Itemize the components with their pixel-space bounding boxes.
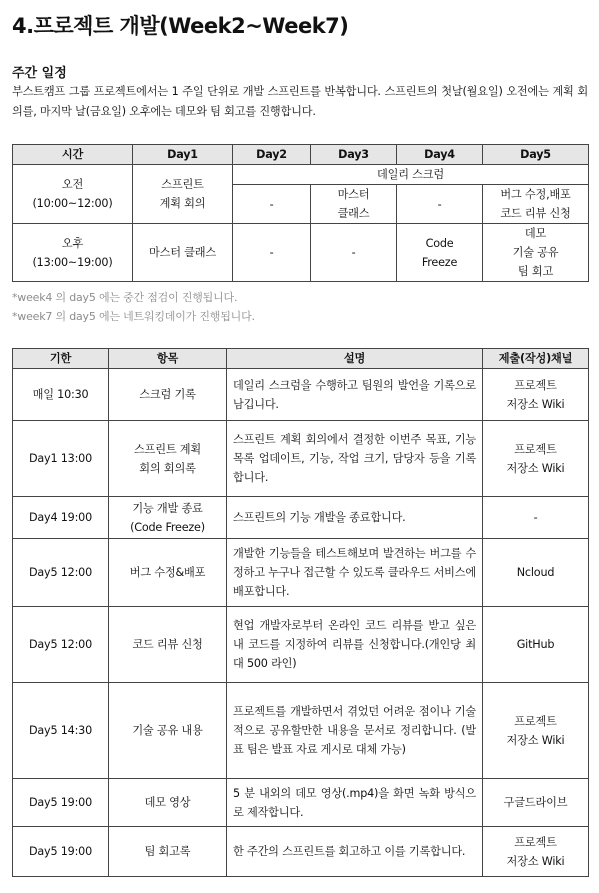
cell-line: 프로젝트 [514,378,557,392]
deliverables-table [12,348,589,877]
daily-scrum-cell: 데일리 스크럼 [233,165,589,185]
deadline-cell: Day5 14:30 [13,683,109,779]
table-row [13,539,589,607]
description-cell: 현업 개발자로부터 온라인 코드 리뷰를 받고 싶은 내 코드를 지정하여 리뷰를 신청합니다.(개인당 최대 500 라인) [227,607,483,683]
header-item: 항목 [109,349,227,369]
cell-line: (Code Freeze) [130,520,205,534]
intro-paragraph: 부스트캠프 그룹 프로젝트에서는 1 주일 단위로 개발 스프린트를 반복합니다. 스프린트의 첫날(월요일) 오전에는 계획 회의를, 마지막 날(금요일) 오후에는 데모와 팀 회고를 진행합니다. [12,85,588,118]
description-cell: 5 분 내외의 데모 영상(.mp4)을 화면 녹화 방식으로 제작합니다. [227,779,483,827]
cell-line: 저장소 Wiki [506,461,565,475]
section-heading-weekly-schedule: 주간 일정 [12,66,67,81]
channel-cell [483,683,589,779]
cell-line: Freeze [421,255,458,269]
header-deadline: 기한 [13,349,109,369]
channel-cell [483,369,589,421]
morning-time-cell [13,165,133,224]
cell-line: 데모 [524,227,547,240]
table-row [13,421,589,497]
afternoon-day1-cell: 마스터 클래스 [133,224,233,282]
item-cell: 코드 리뷰 신청 [109,607,227,683]
cell-line: 스프린트 [161,178,204,191]
item-cell: 데모 영상 [109,779,227,827]
morning-day2-cell: - [233,185,311,224]
weekly-schedule-table [12,144,589,282]
deadline-cell: Day1 13:00 [13,421,109,497]
description-cell: 스프린트 계획 회의에서 결정한 이번주 목표, 기능 목록 업데이트, 기능, 작업 크기, 담당자 등을 기록합니다. [227,421,483,497]
afternoon-time-cell [13,224,133,282]
description-cell: 프로젝트를 개발하면서 겪었던 어려운 점이나 기술적으로 공유할만한 내용을 문서로 정리합니다. (발표 팀은 발표 자료 게시로 대체 가능) [227,683,483,779]
afternoon-day5-cell [483,224,589,282]
cell-line: 기능 개발 종료 [132,501,203,515]
cell-line: 저장소 Wiki [506,854,565,868]
cell-line: 저장소 Wiki [506,733,565,747]
afternoon-day2-cell: - [233,224,311,282]
item-cell [109,421,227,497]
cell-line: 팀 회고 [517,265,554,278]
description-cell: 한 주간의 스프린트를 회고하고 이를 기록합니다. [227,827,483,877]
cell-line: 회의 회의록 [139,461,196,475]
channel-cell: 구글드라이브 [483,779,589,827]
cell-line: 스프린트 계획 [134,442,201,456]
header-time: 시간 [13,145,133,165]
cell-line: 기술 공유 [512,246,559,259]
morning-hours: (10:00~12:00) [32,197,113,210]
morning-day5-cell [483,185,589,224]
description-cell: 스프린트의 기능 개발을 종료합니다. [227,497,483,539]
deadline-cell: Day5 19:00 [13,779,109,827]
description-cell: 개발한 기능들을 테스트해보며 발견하는 버그를 수정하고 누구나 접근할 수 있도록 클라우드 서비스에 배포합니다. [227,539,483,607]
channel-cell [483,421,589,497]
afternoon-label: 오후 [61,236,84,250]
note-week7: *week7 의 day5 에는 네트워킹데이가 진행됩니다. [12,310,255,323]
channel-cell: - [483,497,589,539]
description-cell: 데일리 스크럼을 수행하고 팀원의 발언을 기록으로 남깁니다. [227,369,483,421]
table-row [13,497,589,539]
cell-line: 클래스 [337,207,370,220]
afternoon-hours: (13:00~19:00) [32,255,113,269]
table-row [13,683,589,779]
note-week4: *week4 의 day5 에는 중간 점검이 진행됩니다. [12,291,238,304]
cell-line: 프로젝트 [514,835,557,849]
schedule-notes [12,288,255,326]
schedule-header-row [13,145,589,165]
table-row [13,779,589,827]
cell-line: 버그 수정,배포 [500,188,571,201]
deadline-cell: Day5 12:00 [13,539,109,607]
header-day3: Day3 [311,145,397,165]
item-cell: 버그 수정&배포 [109,539,227,607]
cell-line: 저장소 Wiki [506,397,565,411]
deadline-cell: 매일 10:30 [13,369,109,421]
item-cell: 팀 회고록 [109,827,227,877]
header-day4: Day4 [397,145,483,165]
afternoon-day4-cell [397,224,483,282]
morning-label: 오전 [61,178,84,191]
cell-line: Code [425,236,454,250]
deadline-cell: Day4 19:00 [13,497,109,539]
deadline-cell: Day5 12:00 [13,607,109,683]
table-row [13,369,589,421]
cell-line: 프로젝트 [514,714,557,728]
table-row [13,827,589,877]
table-row [13,607,589,683]
item-cell [109,497,227,539]
afternoon-day3-cell: - [311,224,397,282]
deadline-cell: Day5 19:00 [13,827,109,877]
cell-line: 마스터 [337,188,370,201]
header-day5: Day5 [483,145,589,165]
morning-day4-cell: - [397,185,483,224]
header-day2: Day2 [233,145,311,165]
item-cell: 기술 공유 내용 [109,683,227,779]
header-day1: Day1 [133,145,233,165]
item-cell: 스크럼 기록 [109,369,227,421]
header-description: 설명 [227,349,483,369]
cell-line: 코드 리뷰 신청 [500,207,571,220]
channel-cell [483,827,589,877]
cell-line: 계획 회의 [159,197,206,210]
channel-cell: Ncloud [483,539,589,607]
channel-cell: GitHub [483,607,589,683]
header-channel: 제출(작성)채널 [483,349,589,369]
cell-line: 프로젝트 [514,442,557,456]
morning-day1-cell [133,165,233,224]
page-title: 4.프로젝트 개발(Week2~Week7) [12,14,349,38]
morning-day3-cell [311,185,397,224]
deliverables-header-row [13,349,589,369]
